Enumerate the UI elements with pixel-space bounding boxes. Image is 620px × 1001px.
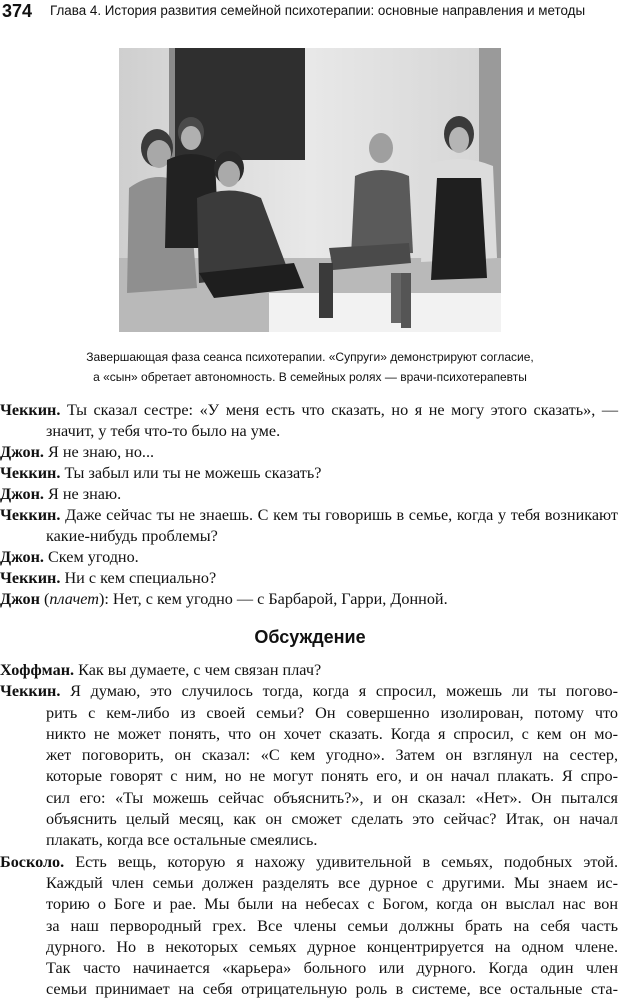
utterance: Я не знаю. [48, 485, 122, 503]
dialogue-line [0, 484, 618, 505]
utterance: Даже сейчас ты не знаешь. С кем ты говоришь в семье, когда у тебя возникают какие-нибудь проблемы? [46, 506, 618, 545]
caption-line: Завершающая фаза сеанса психотерапии. «Супруги» демонстрируют согласие, [86, 350, 534, 364]
dialogue-line [0, 400, 618, 442]
utterance: Я не знаю, но... [48, 443, 155, 461]
speaker: Чеккин. [0, 506, 61, 524]
dialogue-line [0, 547, 618, 568]
dialogue-line [0, 442, 618, 463]
text-line [0, 681, 618, 702]
utterance: Ты забыл или ты не можешь сказать? [64, 464, 322, 482]
utterance: ): Нет, с кем угодно — с Барбарой, Гарри, Донной. [98, 590, 448, 608]
page-number: 374 [2, 1, 33, 21]
session-photo [119, 48, 501, 332]
dialogue-line [0, 589, 618, 610]
line-text: Я думаю, это случилось тогда, когда я спросил, можешь ли ты погово- [70, 682, 618, 701]
discussion-paragraph [0, 852, 618, 1001]
text-line: Каждый член семьи должен разделять все дурное с другими. Мы знаем ис- [46, 873, 618, 892]
dialogue-line [0, 505, 618, 547]
running-head: Глава 4. История развития семейной психотерапии: основные направления и методы [50, 3, 586, 18]
dialogue-block [0, 400, 618, 610]
text-line: плакать, когда все остальные смеялись. [46, 831, 318, 850]
speaker: Хоффман. [0, 661, 75, 679]
speaker: Чеккин. [0, 682, 61, 701]
speaker: Джон. [0, 443, 44, 461]
section-heading: Обсуждение [254, 627, 366, 647]
stage-direction: плачет [49, 590, 99, 608]
dialogue-line [0, 568, 618, 589]
caption-line: а «сын» обретает автономность. В семейных ролях — врачи-психотерапевты [93, 370, 527, 384]
speaker: Чеккин. [0, 401, 61, 419]
discussion-block [0, 660, 618, 1001]
speaker: Босколо. [0, 852, 65, 871]
speaker: Джон. [0, 548, 44, 566]
figure-caption [0, 347, 620, 387]
utterance: Скем угодно. [48, 548, 139, 566]
speaker: Джон [0, 590, 40, 608]
text-line: Так часто начинается «карьера» больного или дурного. Когда один член [46, 959, 618, 978]
text-line: семьи принимает на себя отрицательную роль в системе, все остальные ста- [46, 980, 618, 999]
line-text: Есть вещь, которую я нахожу удивительной в семьях, подобных этой. [75, 852, 619, 871]
discussion-line [0, 660, 618, 681]
speaker: Чеккин. [0, 569, 61, 587]
utterance: Ты сказал сестре: «У меня есть что сказать, но я не могу этого сказать», — значит, у тебя что-то было на уме. [46, 401, 619, 440]
text-line: сил его: «Ты можешь сейчас объяснить?», и он сказал: «Нет». Он пытался [46, 788, 618, 807]
discussion-paragraph [0, 681, 618, 851]
dialogue-line [0, 463, 618, 484]
punctuation: ( [39, 590, 50, 608]
text-line [0, 852, 618, 873]
text-line: жет поговорить, он сказал: «С кем угодно». Затем он взглянул на сестер, [46, 746, 618, 765]
text-line: которые говорят с ним, но не могут понять его, и он начал плакать. Я спро- [46, 767, 618, 786]
text-line: за наш первородный грех. Все члены семьи должны брать на себя часть [46, 916, 618, 935]
speaker: Джон. [0, 485, 44, 503]
text-line: дурного. Но в некоторых семьях дурное концентрируется на одном члене. [46, 937, 618, 956]
text-line: объяснить целый месяц, как он сможет сделать это сейчас? Итак, он начал [46, 810, 618, 829]
text-line: торию о Боге и рае. Мы были на небесах с Богом, когда он выслал нас вон [46, 895, 618, 914]
utterance: Как вы думаете, с чем связан плач? [78, 661, 322, 679]
utterance: Ни с кем специально? [64, 569, 217, 587]
text-line: никто не может понять, что он хочет сказать. Когда я спросил, с кем он мо- [46, 724, 618, 743]
page-header [0, 0, 620, 24]
speaker: Чеккин. [0, 464, 61, 482]
text-line: рить с кем-либо из своей семьи? Он совершенно изолирован, потому что [46, 703, 618, 722]
